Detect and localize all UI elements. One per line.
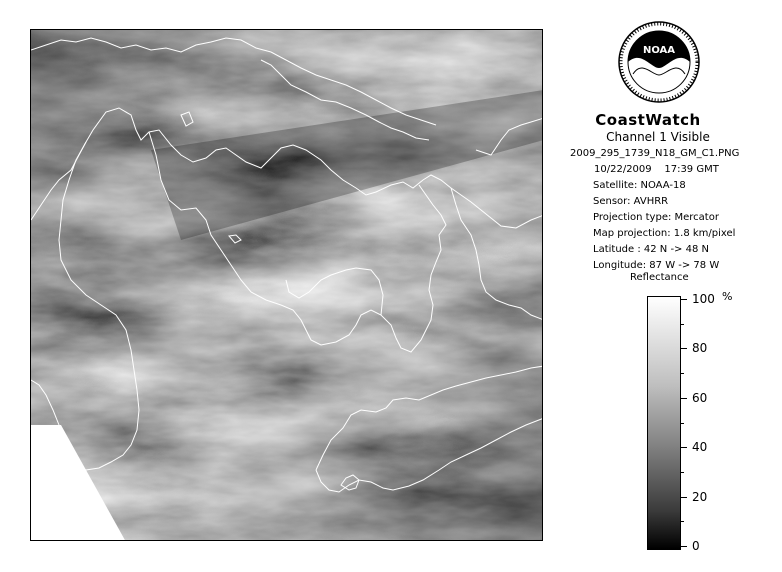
scale-tick-mark (681, 497, 687, 498)
scale-tick-label: 60 (692, 390, 708, 405)
scale-tick-mark (681, 398, 687, 399)
scale-tick-label: 100 (692, 292, 715, 306)
scale-tick-mark (681, 348, 687, 349)
reflectance-scale-bar (647, 296, 681, 550)
longitude-label: Longitude: 87 W -> 78 W (593, 260, 720, 271)
map-projection-label: Map projection: 1.8 km/pixel (593, 228, 736, 239)
scale-tick-label: 20 (692, 489, 708, 504)
datetime-label: 10/22/2009 17:39 GMT (594, 164, 719, 175)
scale-minor-tick (681, 423, 684, 424)
logo-text: NOAA (642, 45, 676, 56)
page-title: CoastWatch (595, 111, 701, 129)
scale-minor-tick (681, 324, 684, 325)
filename-label: 2009_295_1739_N18_GM_C1.PNG (570, 148, 740, 159)
noaa-logo-icon (617, 20, 701, 104)
scale-tick-label: 40 (692, 440, 708, 455)
scale-tick-label: 80 (692, 341, 708, 356)
satellite-map (30, 29, 543, 541)
scale-tick-mark (681, 546, 687, 547)
scale-unit: % (722, 290, 733, 303)
scale-minor-tick (681, 373, 684, 374)
channel-subtitle: Channel 1 Visible (606, 130, 710, 144)
projection-type-label: Projection type: Mercator (593, 212, 719, 223)
scale-minor-tick (681, 472, 684, 473)
scale-tick-label: 0 (692, 539, 700, 553)
noaa-logo (617, 20, 701, 104)
sensor-label: Sensor: AVHRR (593, 196, 669, 207)
satellite-label: Satellite: NOAA-18 (593, 180, 686, 191)
latitude-label: Latitude : 42 N -> 48 N (593, 244, 709, 255)
scale-tick-mark (681, 447, 687, 448)
scale-minor-tick (681, 521, 684, 522)
scale-tick-mark (681, 299, 687, 300)
satellite-image (31, 30, 543, 541)
scale-title: Reflectance (630, 272, 689, 283)
